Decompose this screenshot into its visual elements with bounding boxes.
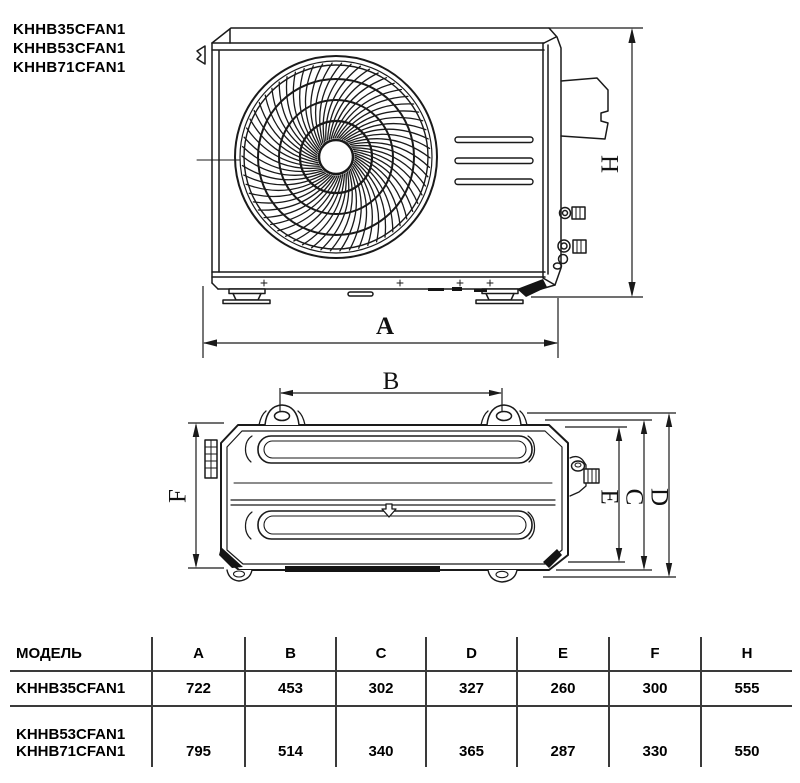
vent-slots	[455, 137, 533, 185]
table-cell: 555	[702, 672, 792, 707]
table-header-cell: H	[702, 637, 792, 672]
table-cell: 514	[246, 707, 337, 767]
table-cell: 260	[518, 672, 610, 707]
model-name: KHHB53CFAN1	[13, 40, 126, 57]
top-view	[205, 405, 599, 582]
base-feet	[223, 279, 547, 304]
table-header-cell: D	[427, 637, 518, 672]
dim-label-a: A	[375, 313, 395, 340]
front-view-dimensions	[203, 28, 643, 358]
table-header-cell: F	[610, 637, 702, 672]
dim-label-e: E	[595, 489, 623, 505]
table-header-cell: B	[246, 637, 337, 672]
fan-hub	[319, 140, 353, 174]
table-header-cell: E	[518, 637, 610, 672]
dim-label-d: D	[645, 487, 673, 507]
table-row-model: KHHB35CFAN1	[10, 672, 153, 707]
front-view	[197, 28, 608, 304]
table-cell: 302	[337, 672, 427, 707]
hook-tab	[197, 46, 205, 64]
direction-arrow-icon	[382, 504, 396, 517]
table-cell: 300	[610, 672, 702, 707]
mounting-tab	[259, 405, 305, 425]
dimensions-table	[10, 637, 792, 767]
table-cell: 365	[427, 707, 518, 767]
table-cell: 327	[427, 672, 518, 707]
model-line: KHHB53CFAN1	[16, 726, 126, 743]
table-cell: 795	[153, 707, 246, 767]
table-cell: 340	[337, 707, 427, 767]
electrical-cover	[561, 78, 608, 139]
service-valves	[554, 207, 587, 269]
model-name: KHHB35CFAN1	[13, 21, 126, 38]
table-cell: 287	[518, 707, 610, 767]
dim-label-f: F	[164, 489, 192, 503]
dim-label-h: H	[595, 154, 623, 174]
dim-label-b: B	[382, 368, 400, 395]
table-row-model	[10, 707, 153, 767]
valve-fitting	[570, 457, 599, 496]
table-header-cell: A	[153, 637, 246, 672]
model-name: KHHB71CFAN1	[13, 59, 126, 76]
table-cell: 550	[734, 743, 760, 760]
table-cell: 453	[246, 672, 337, 707]
table-header-model: МОДЕЛЬ	[10, 637, 153, 672]
fan-grille	[197, 56, 437, 258]
table-cell: 722	[153, 672, 246, 707]
model-line: KHHB71CFAN1	[16, 743, 126, 760]
dim-label-c: C	[620, 488, 648, 506]
table-header-cell: C	[337, 637, 427, 672]
top-slots	[258, 436, 532, 539]
mounting-tab	[481, 405, 527, 425]
table-cell: 330	[610, 707, 702, 767]
side-handle	[205, 440, 217, 478]
